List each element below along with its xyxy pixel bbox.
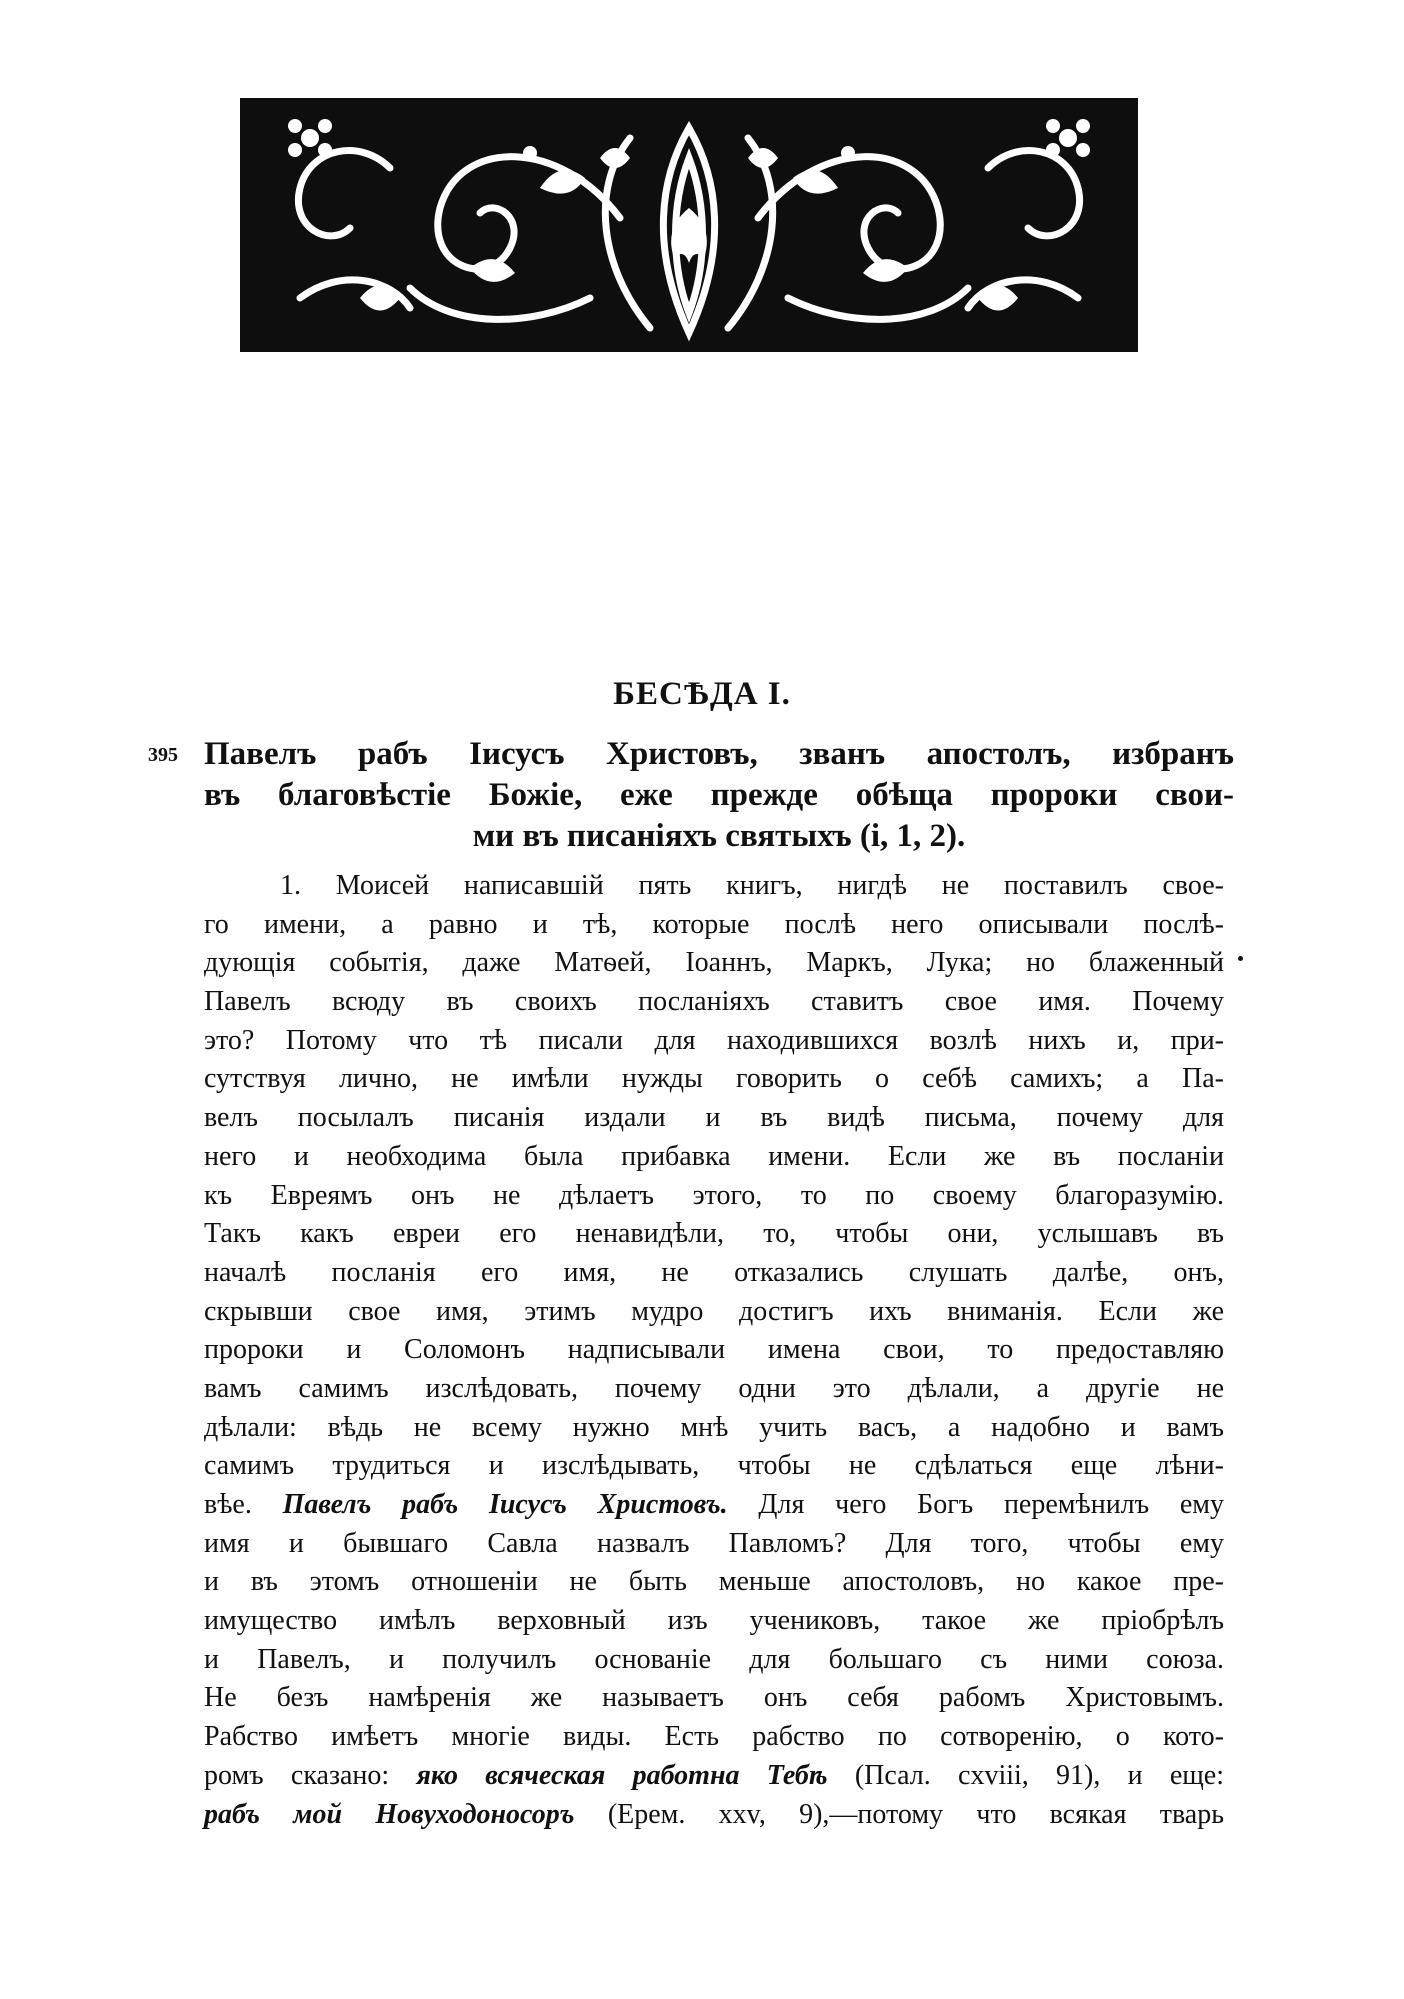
text-line: и Павелъ, и получилъ основаніе для большаго съ ними союза. bbox=[204, 1643, 1224, 1675]
text-line: Павелъ всюду въ своихъ посланіяхъ ставитъ свое имя. Почему bbox=[204, 986, 1224, 1018]
text-line: имя и бывшаго Савла назвалъ Павломъ? Для того, чтобы ему bbox=[204, 1527, 1224, 1559]
scripture-quote: рабъ мой Новуходоносоръ bbox=[204, 1798, 575, 1830]
scripture-heading bbox=[204, 734, 1234, 857]
heading-line: въ благовѣстіе Божіе, еже прежде обѣща пророки свои- bbox=[204, 777, 1234, 813]
text-line bbox=[204, 1757, 1224, 1796]
text-line: 1. Моисей написавшій пять книгъ, нигдѣ не поставилъ свое- bbox=[280, 870, 1224, 901]
text-line: это? Потому что тѣ писали для находившихся возлѣ нихъ и, при- bbox=[204, 1024, 1224, 1056]
heading-line: ми въ писаніяхъ святыхъ (і, 1, 2). bbox=[472, 818, 966, 854]
print-speck bbox=[1238, 956, 1243, 961]
text-line: скрывши свое имя, этимъ мудро достигъ ихъ вниманія. Если же bbox=[204, 1295, 1224, 1327]
text-line: пророки и Соломонъ надписывали имена свои, то предоставляю bbox=[204, 1334, 1224, 1366]
text-line: къ Евреямъ онъ не дѣлаетъ этого, то по своему благоразумію. bbox=[204, 1179, 1224, 1211]
body-text bbox=[204, 867, 1224, 1834]
text-line: велъ посылалъ писанія издали и въ видѣ письма, почему для bbox=[204, 1102, 1224, 1134]
text-line bbox=[204, 1796, 1224, 1835]
margin-page-number: 395 bbox=[148, 744, 178, 766]
text-line: го имени, а равно и тѣ, которые послѣ него описывали послѣ- bbox=[204, 908, 1224, 940]
scripture-quote: Павелъ рабъ Іисусъ Христовъ. bbox=[282, 1489, 728, 1520]
text-line: имущество имѣлъ верховный изъ учениковъ, такое же пріобрѣлъ bbox=[204, 1605, 1224, 1637]
text-segment: (Псал. cxviii, 91), и еще: bbox=[854, 1759, 1225, 1791]
text-segment: ромъ сказано: bbox=[204, 1759, 390, 1791]
text-line: сутствуя лично, не имѣли нужды говорить о себѣ самихъ; а Па- bbox=[204, 1063, 1224, 1095]
text-line: вамъ самимъ изслѣдовать, почему одни это дѣлали, а другіе не bbox=[204, 1372, 1224, 1404]
text-segment: вѣе. bbox=[204, 1489, 252, 1520]
floral-ornament-image bbox=[240, 98, 1138, 352]
text-line: началѣ посланія его имя, не отказались слушать далѣе, онъ, bbox=[204, 1256, 1224, 1288]
text-line: него и необходима была прибавка имени. Если же въ посланіи bbox=[204, 1140, 1224, 1172]
text-line: самимъ трудиться и изслѣдывать, чтобы не сдѣлаться еще лѣни- bbox=[204, 1450, 1224, 1482]
ornamental-headpiece bbox=[240, 98, 1138, 352]
text-line: Такъ какъ евреи его ненавидѣли, то, чтобы они, услышавъ въ bbox=[204, 1218, 1224, 1250]
text-segment: Для чего Богъ перемѣнилъ ему bbox=[758, 1489, 1225, 1520]
scripture-quote: яко всяческая работна Тебѣ bbox=[416, 1759, 828, 1791]
text-line: дующія событія, даже Матѳей, Іоаннъ, Маркъ, Лука; но блаженный bbox=[204, 947, 1224, 979]
text-line bbox=[204, 1486, 1224, 1525]
text-segment: (Ерем. xxv, 9),—потому что всякая тварь bbox=[607, 1798, 1225, 1830]
text-line: и въ этомъ отношеніи не быть меньше апостоловъ, но какое пре- bbox=[204, 1566, 1224, 1598]
text-line: Рабство имѣетъ многіе виды. Есть рабство по сотворенію, о кото- bbox=[204, 1721, 1224, 1753]
chapter-title: БЕСѢДА I. bbox=[613, 676, 791, 712]
text-line: Не безъ намѣренія же называетъ онъ себя рабомъ Христовымъ. bbox=[204, 1682, 1224, 1714]
heading-line: Павелъ рабъ Іисусъ Христовъ, званъ апостолъ, избранъ bbox=[204, 736, 1234, 772]
text-line: дѣлали: вѣдь не всему нужно мнѣ учить васъ, а надобно и вамъ bbox=[204, 1411, 1224, 1443]
